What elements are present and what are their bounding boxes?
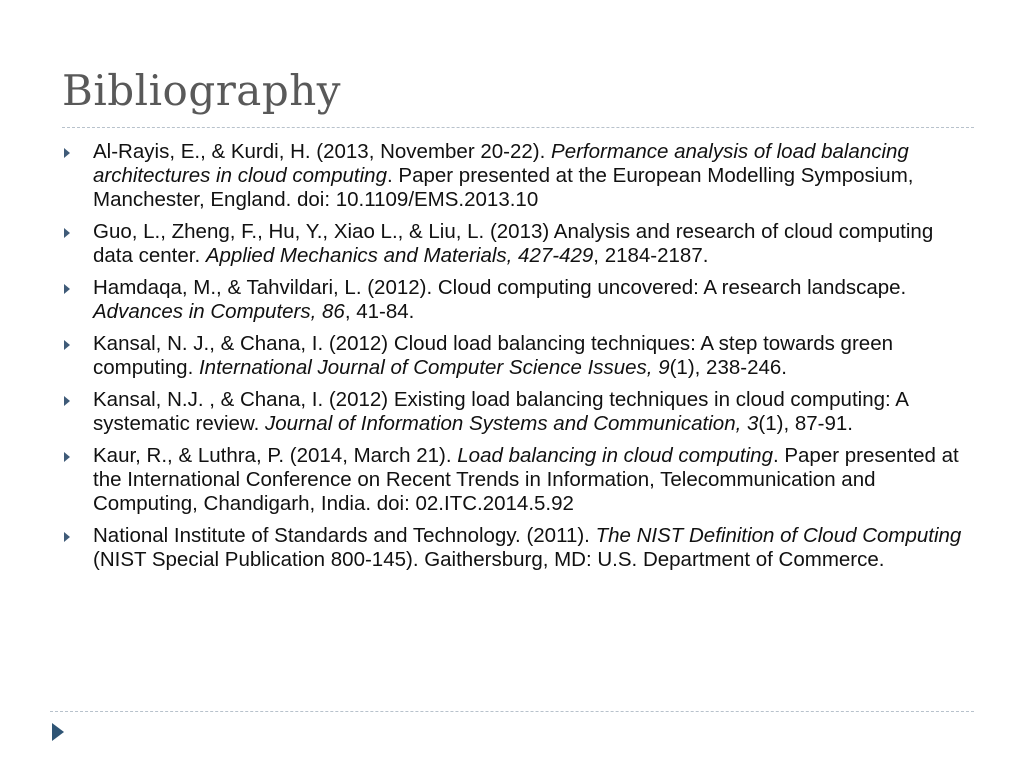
entry-text: , 41-84.	[344, 300, 415, 323]
entry-text: . Paper presented at the International Conference on Recent Trends in Information, Telecommunication and Computing, Chandigarh, India. doi: 02.ITC.2014.5.92	[93, 444, 959, 515]
bibliography-entry	[62, 276, 962, 324]
bibliography-entry	[62, 388, 962, 436]
entry-text: National Institute of Standards and Technology. (2011).	[93, 524, 596, 547]
triangle-bullet-icon	[64, 284, 70, 294]
slide-title: Bibliography	[62, 66, 341, 115]
triangle-bullet-icon	[64, 340, 70, 350]
bibliography-entry	[62, 524, 962, 572]
footer-divider	[50, 711, 974, 712]
entry-italic-title: Advances in Computers, 86	[93, 300, 345, 323]
triangle-bullet-icon	[64, 532, 70, 542]
entry-text: Kansal, N. J., & Chana, I. (2012) Cloud load balancing techniques: A step towards green computing.	[93, 332, 893, 379]
triangle-bullet-icon	[64, 396, 70, 406]
entry-text: (1), 87-91.	[758, 412, 853, 435]
entry-text: (1), 238-246.	[669, 356, 787, 379]
entry-text: (NIST Special Publication 800-145). Gaithersburg, MD: U.S. Department of Commerce.	[93, 548, 885, 571]
bibliography-entry	[62, 220, 962, 268]
entry-italic-title: Journal of Information Systems and Communication, 3	[265, 412, 759, 435]
entry-text: , 2184-2187.	[593, 244, 709, 267]
entry-italic-title: International Journal of Computer Science Issues, 9	[198, 356, 670, 379]
triangle-bullet-icon	[64, 148, 70, 158]
bibliography-entry	[62, 332, 962, 380]
entry-text: Hamdaqa, M., & Tahvildari, L. (2012). Cloud computing uncovered: A research landscape.	[93, 276, 907, 299]
entry-italic-title: Performance analysis of load balancing architectures in cloud computing	[93, 140, 909, 187]
entry-text: Kansal, N.J. , & Chana, I. (2012) Existing load balancing techniques in cloud computing: A systematic review.	[93, 388, 908, 435]
entry-italic-title: Applied Mechanics and Materials, 427-429	[205, 244, 594, 267]
entry-italic-title: The NIST Definition of Cloud Computing	[595, 524, 962, 547]
entry-text: Kaur, R., & Luthra, P. (2014, March 21).	[93, 444, 458, 467]
entry-text: . Paper presented at the European Modelling Symposium, Manchester, England. doi: 10.1109/EMS.2013.10	[93, 164, 914, 211]
entry-text: Guo, L., Zheng, F., Hu, Y., Xiao L., & Liu, L. (2013) Analysis and research of cloud computing data center.	[93, 220, 934, 267]
bibliography-list	[62, 140, 962, 580]
entry-italic-title: Load balancing in cloud computing	[457, 444, 773, 467]
triangle-bullet-icon	[64, 452, 70, 462]
bibliography-entry	[62, 140, 962, 212]
bibliography-entry	[62, 444, 962, 516]
triangle-bullet-icon	[64, 228, 70, 238]
title-divider	[62, 127, 974, 128]
play-arrow-icon[interactable]	[52, 723, 64, 741]
entry-text: Al-Rayis, E., & Kurdi, H. (2013, November 20-22).	[93, 140, 552, 163]
